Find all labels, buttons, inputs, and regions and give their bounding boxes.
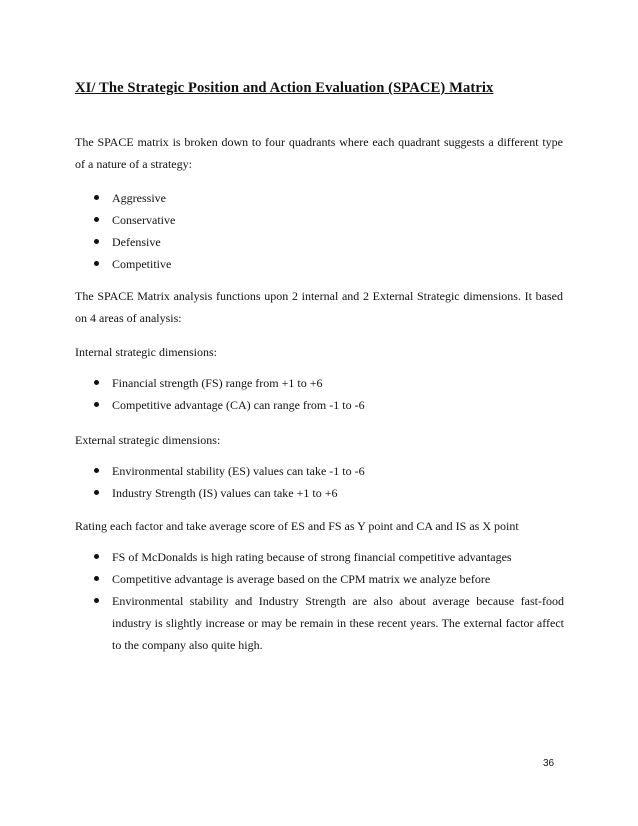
list-item: Competitive advantage is average based on the CPM matrix we analyze before <box>94 568 564 590</box>
list-item: Defensive <box>94 231 564 253</box>
list-item: Environmental stability and Industry Strength are also about average because fast-food industry is slightly increase or may be remain in these recent years. The external factor affect to the company also quite high. <box>94 590 564 656</box>
list-item: Conservative <box>94 209 564 231</box>
list-item: Competitive <box>94 253 564 275</box>
analysis-paragraph: The SPACE Matrix analysis functions upon 2 internal and 2 External Strategic dimensions. It based on 4 areas of analysis: <box>75 289 563 325</box>
internal-heading: Internal strategic dimensions: <box>75 345 217 359</box>
internal-list <box>94 372 564 416</box>
list-item: Environmental stability (ES) values can take -1 to -6 <box>94 460 564 482</box>
external-list <box>94 460 564 504</box>
list-item: Aggressive <box>94 187 564 209</box>
list-item: Industry Strength (IS) values can take +1 to +6 <box>94 482 564 504</box>
list-item: Competitive advantage (CA) can range from -1 to -6 <box>94 394 564 416</box>
rating-line: Rating each factor and take average score of ES and FS as Y point and CA and IS as X point <box>75 519 519 533</box>
external-heading: External strategic dimensions: <box>75 433 221 447</box>
list-item: FS of McDonalds is high rating because of strong financial competitive advantages <box>94 546 564 568</box>
page-number: 36 <box>543 758 555 769</box>
rating-list <box>94 546 564 656</box>
list-item: Financial strength (FS) range from +1 to +6 <box>94 372 564 394</box>
strategy-list <box>94 187 564 275</box>
intro-paragraph: The SPACE matrix is broken down to four quadrants where each quadrant suggests a different type of a nature of a strategy: <box>75 135 563 171</box>
section-title: XI/ The Strategic Position and Action Evaluation (SPACE) Matrix <box>75 80 494 96</box>
